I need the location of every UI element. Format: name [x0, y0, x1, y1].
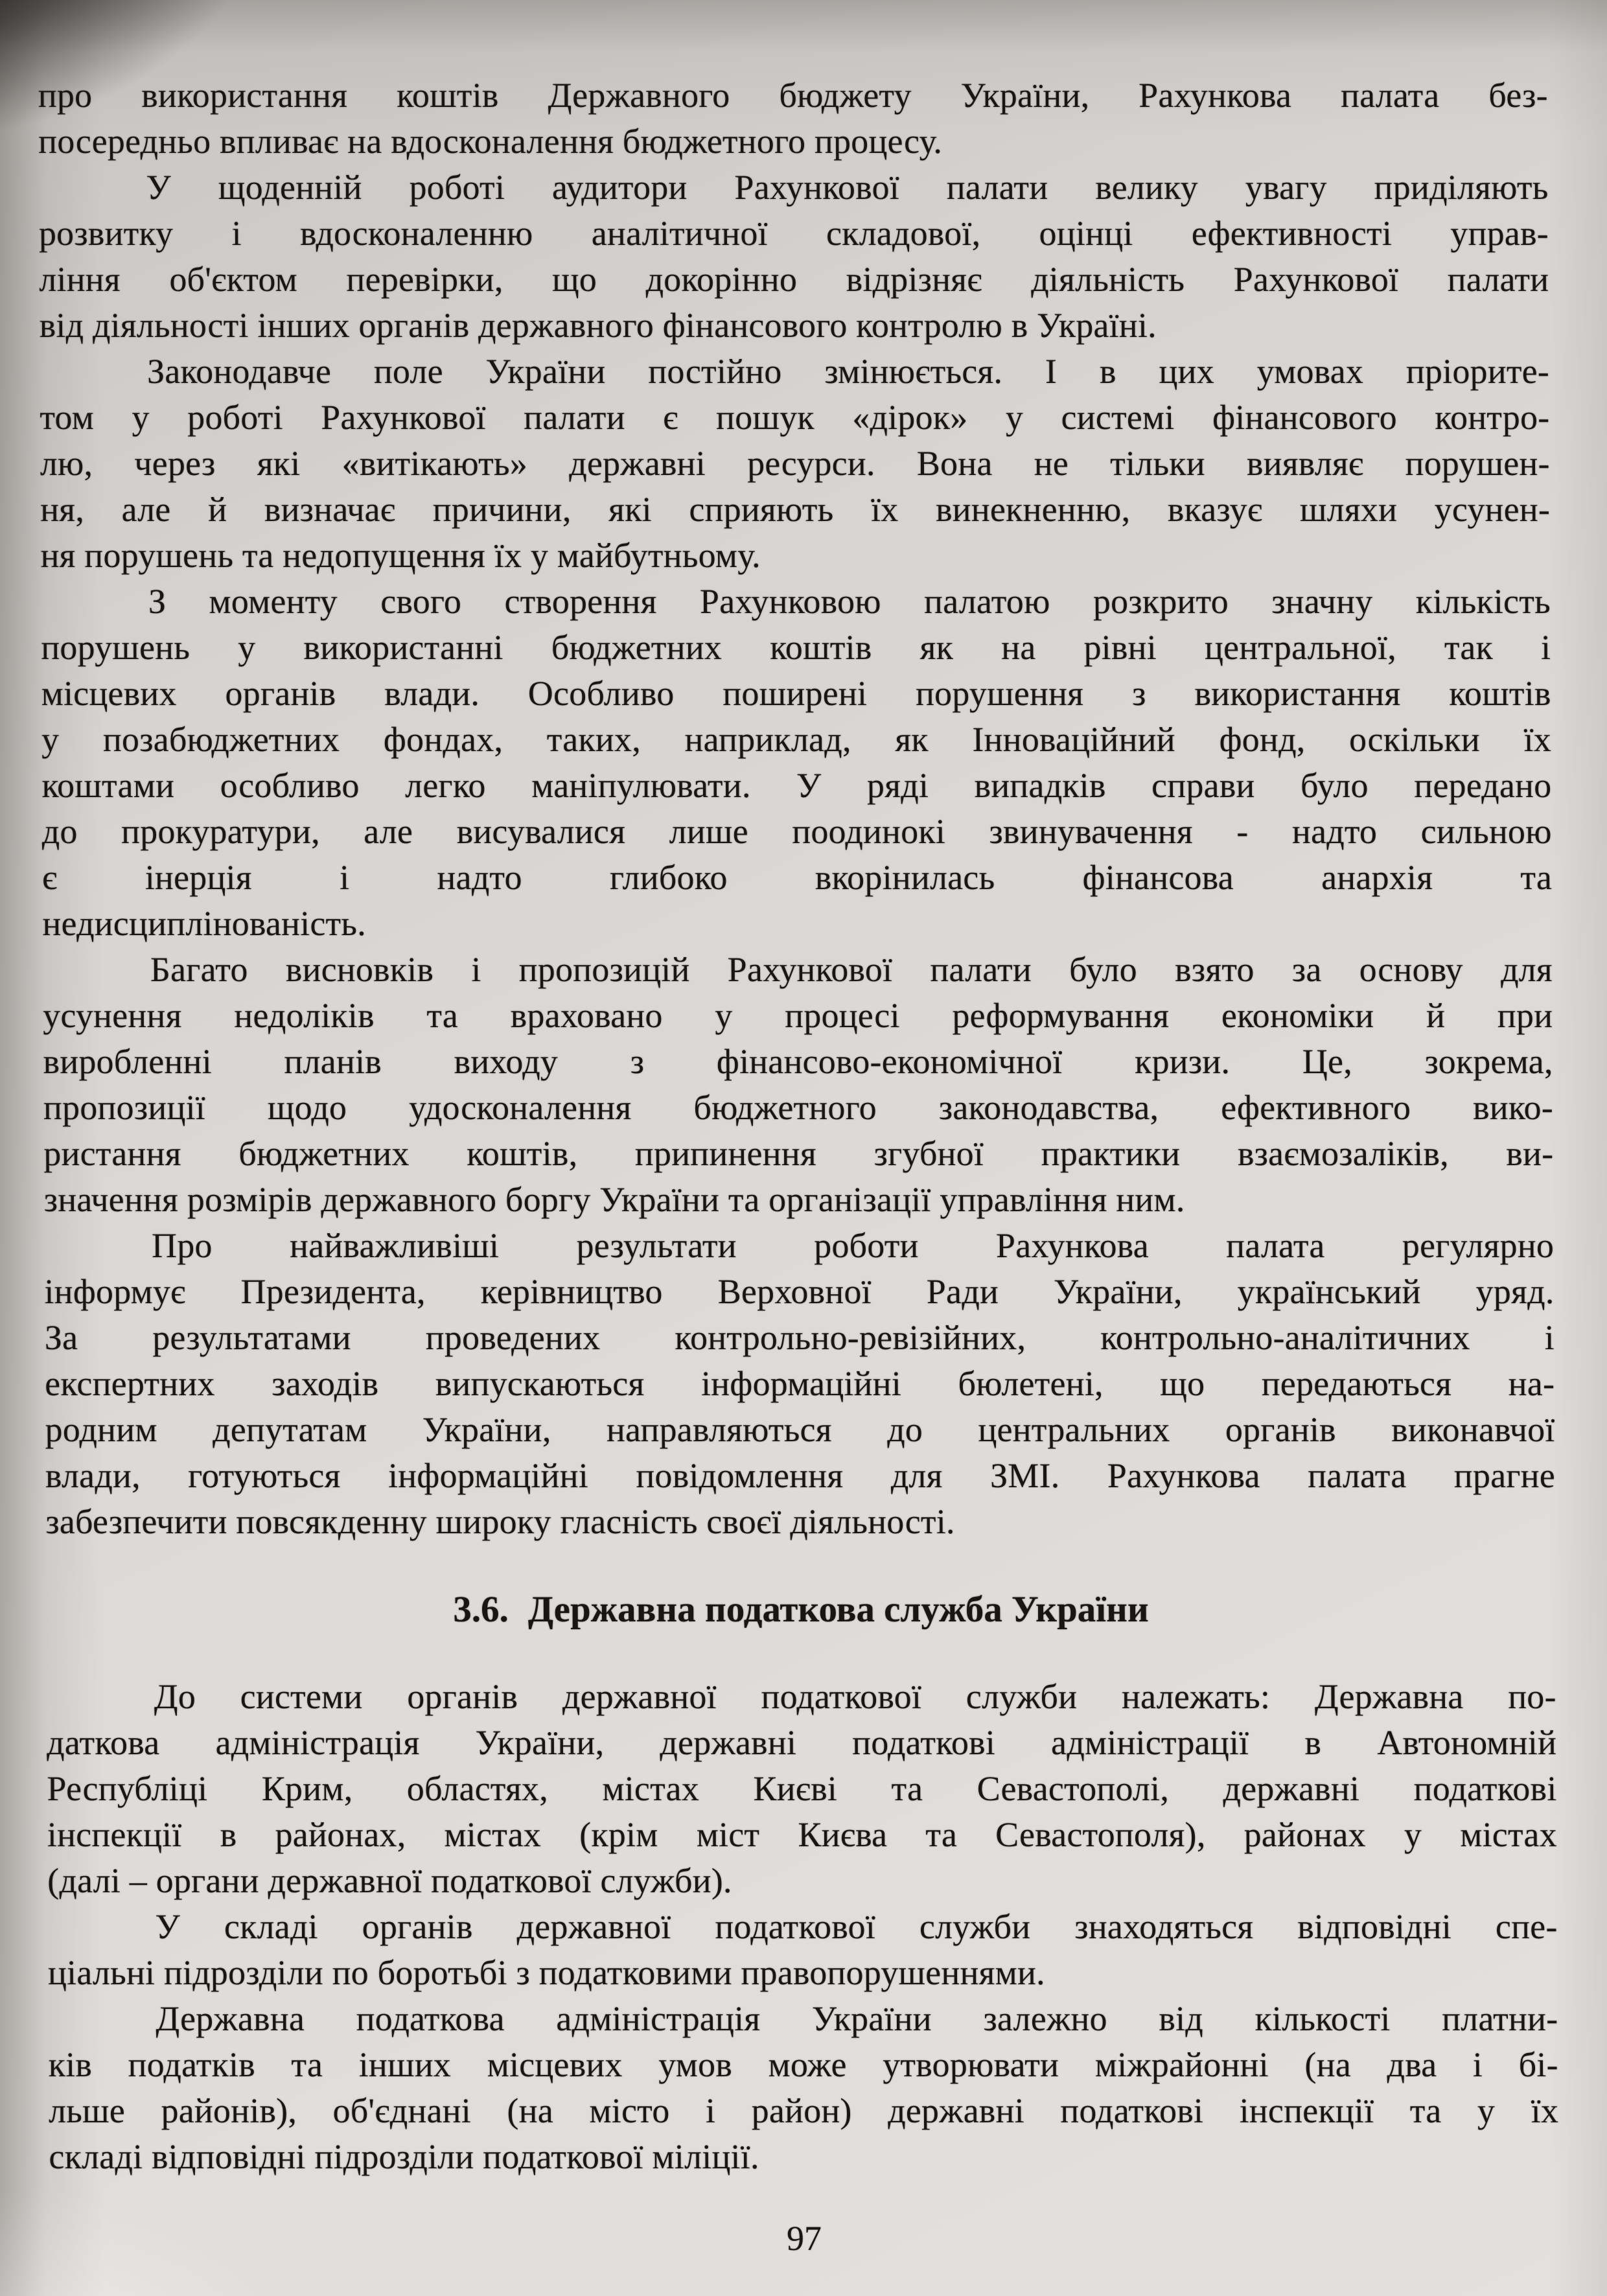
text-line: місцевих органів влади. Особливо поширені порушення з використання коштів — [41, 674, 1551, 713]
text-line: у позабюджетних фондах, таких, наприклад, як Інноваційний фонд, оскільки їх — [41, 720, 1552, 759]
text-line: ристання бюджетних коштів, припинення згубної практики взаємозаліків, ви- — [43, 1134, 1554, 1173]
text-line: забезпечити повсякденну широку гласність своєї діяльності. — [45, 1502, 955, 1541]
text-line: лю, через які «витікають» державні ресурси. Вона не тільки виявляє порушен- — [40, 444, 1550, 483]
section-title: Державна податкова служба України — [527, 1589, 1149, 1630]
text-line: ління об'єктом перевірки, що докорінно відрізняє діяльність Рахункової палати — [39, 260, 1549, 299]
text-line: даткова адміністрація України, державні податкові адміністрації в Автономній — [46, 1723, 1557, 1762]
text-line: пропозиції щодо удосконалення бюджетного законодавства, ефективного вико- — [43, 1088, 1554, 1127]
section-heading — [46, 1586, 1556, 1632]
text-blocks — [38, 73, 1559, 2180]
text-line: недисциплінованість. — [42, 904, 367, 943]
text-line: складі відповідні підрозділи податкової міліції. — [49, 2137, 759, 2176]
text-line: ня, але й визначає причини, які сприяють їх винекненню, вказує шляхи усунен- — [40, 490, 1551, 529]
text-line: льше районів), об'єднані (на місто і район) державні податкові інспекції та у їх — [48, 2091, 1559, 2130]
text-line: У щоденній роботі аудитори Рахункової палати велику увагу приділяють — [146, 168, 1549, 207]
text-line: до прокуратури, але висувалися лише поодинокі звинувачення - надто сильною — [41, 812, 1552, 851]
page-number: 97 — [786, 2219, 822, 2258]
text-line: значення розмірів державного боргу України та організації управління ним. — [43, 1180, 1185, 1219]
text-line: Про найважливіші результати роботи Рахункова палата регулярно — [151, 1226, 1555, 1265]
text-line: інспекції в районах, містах (крім міст Києва та Севастополя), районах у містах — [47, 1815, 1557, 1854]
text-line: виробленні планів виходу з фінансово-економічної кризи. Це, зокрема, — [43, 1042, 1553, 1081]
text-line: родним депутатам України, направляються до центральних органів виконавчої — [45, 1410, 1555, 1449]
text-line: від діяльності інших органів державного фінансового контролю в Україні. — [39, 306, 1157, 345]
text-line: розвитку і вдосконаленню аналітичної складової, оцінці ефективності управ- — [38, 214, 1549, 253]
text-line: влади, готуються інформаційні повідомлення для ЗМІ. Рахункова палата прагне — [45, 1456, 1556, 1495]
text-line: ків податків та інших місцевих умов може утворювати міжрайонні (на два і бі- — [48, 2045, 1558, 2084]
text-line: порушень у використанні бюджетних коштів як на рівні центральної, так і — [41, 628, 1551, 667]
text-line: інформує Президента, керівництво Верховної Ради України, український уряд. — [44, 1272, 1555, 1311]
text-line: Законодавче поле України постійно змінюється. І в цих умовах пріорите- — [146, 352, 1550, 391]
text-line: (далі – органи державної податкової служби). — [47, 1861, 732, 1900]
text-line: У складі органів державної податкової служби знаходяться відповідні спе- — [155, 1907, 1558, 1946]
text-line: є інерція і надто глибоко вкорінилась фінансова анархія та — [41, 858, 1553, 897]
text-line: посередньо впливає на вдосконалення бюджетного процесу. — [38, 122, 943, 161]
text-line: За результатами проведених контрольно-ревізійних, контрольно-аналітичних і — [44, 1318, 1555, 1357]
text-line: Багато висновків і пропозицій Рахункової палати було взято за основу для — [150, 950, 1553, 989]
text-line: З моменту свого створення Рахунковою палатою розкрито значну кількість — [148, 582, 1551, 621]
text-line: До системи органів державної податкової служби належать: Державна по- — [154, 1677, 1556, 1716]
text-line: ня порушень та недопущення їх у майбутньому. — [40, 536, 761, 575]
text-line: Республіці Крим, областях, містах Києві та Севастополі, державні податкові — [47, 1769, 1557, 1808]
text-line: том у роботі Рахункової палати є пошук «дірок» у системі фінансового контро- — [40, 398, 1550, 437]
text-line: експертних заходів випускаються інформаційні бюлетені, що передаються на- — [45, 1364, 1555, 1403]
text-line: усунення недоліків та враховано у процесі реформування економіки й при — [43, 996, 1553, 1035]
section-number: 3.6. — [453, 1589, 509, 1630]
text-line: коштами особливо легко маніпулювати. У ряді випадків справи було передано — [41, 766, 1552, 805]
text-line: Державна податкова адміністрація України залежно від кількості платни- — [156, 1999, 1558, 2038]
text-line: про використання коштів Державного бюджету України, Рахункова палата без- — [38, 76, 1548, 115]
text-line: ціальні підрозділи по боротьбі з податковими правопорушеннями. — [47, 1953, 1045, 1992]
